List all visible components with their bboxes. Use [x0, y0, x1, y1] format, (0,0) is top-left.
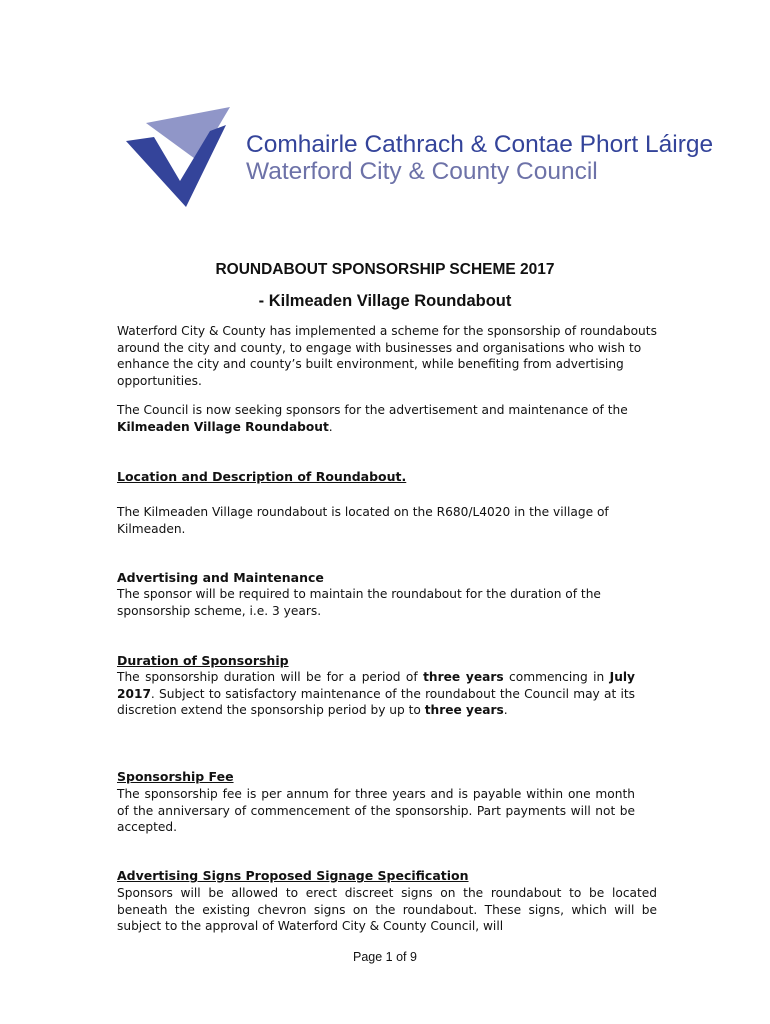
logo-irish-name: Comhairle Cathrach & Contae Phort Láirge [246, 131, 714, 158]
duration-text [117, 669, 635, 719]
duration-text-3: . Subject to satisfactory maintenance of the roundabout the Council may at its discretion extend the sponsorship period by up to [117, 686, 635, 718]
intro-text-start: The Council is now seeking sponsors for the advertisement and maintenance of the [117, 403, 628, 417]
intro-paragraph: Waterford City & County has implemented a scheme for the sponsorship of roundabouts around the city and county, to engage with businesses and organisations who wish to enhance the city and county’s built environment, while benefiting from advertising opportunities. [117, 324, 657, 389]
signs-heading: Advertising Signs Proposed Signage Specification [117, 868, 469, 883]
duration-bold-2: July 2017 [117, 670, 635, 701]
fee-text: The sponsorship fee is per annum for three years and is payable within one month of the anniversary of commencement of the sponsorship. Part payments will not be accepted. [117, 787, 635, 835]
document-title: ROUNDABOUT SPONSORSHIP SCHEME 2017 [215, 261, 555, 278]
roundabout-name: Kilmeaden Village Roundabout [117, 419, 329, 434]
council-logo [122, 107, 714, 209]
duration-text-1: The sponsorship duration will be for a period of [117, 670, 424, 684]
council-emblem-icon [122, 107, 234, 209]
document-subtitle: - Kilmeaden Village Roundabout [258, 292, 512, 310]
signs-text: Sponsors will be allowed to erect discreet signs on the roundabout to be located beneath the existing chevron signs on the roundabout. These signs, which will be subject to the approval of Waterford City & County Council, will [117, 886, 657, 934]
advertising-text: The sponsor will be required to maintain the roundabout for the duration of the sponsorship scheme, i.e. 3 years. [117, 587, 601, 618]
location-heading: Location and Description of Roundabout. [117, 469, 407, 484]
intro-text-end: . [328, 419, 333, 434]
page-number: Page 1 of 9 [353, 950, 417, 964]
duration-heading: Duration of Sponsorship [117, 653, 289, 668]
duration-text-4: . [503, 703, 508, 718]
duration-text-2: commencing in [503, 670, 610, 684]
duration-bold-1: three years [423, 670, 504, 684]
advertising-heading: Advertising and Maintenance [117, 570, 324, 585]
location-text: The Kilmeaden Village roundabout is located on the R680/L4020 in the village of Kilmeaden. [117, 505, 609, 536]
fee-heading: Sponsorship Fee [117, 769, 234, 784]
intro-paragraph-2 [117, 402, 657, 435]
duration-bold-3: three years [424, 703, 504, 718]
logo-english-name: Waterford City & County Council [246, 158, 598, 185]
